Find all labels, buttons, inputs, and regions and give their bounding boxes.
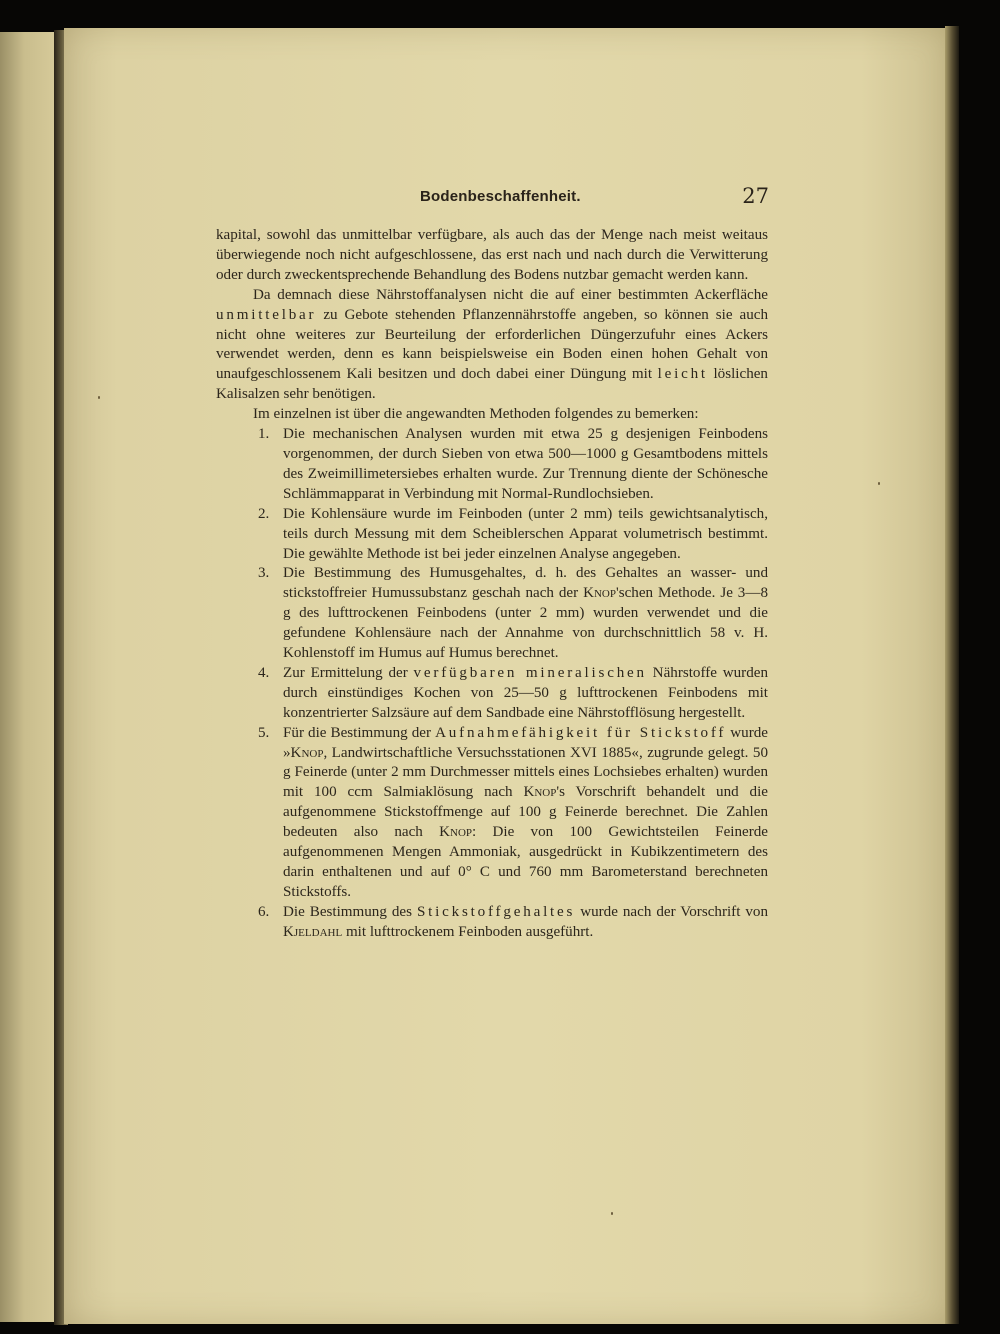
methods-list bbox=[216, 425, 768, 943]
page-body bbox=[216, 226, 768, 943]
list-item bbox=[216, 724, 768, 903]
paragraph-text: Im einzelnen ist über die angewandten Methoden folgendes zu bemerken: bbox=[253, 406, 699, 423]
list-item-text: wurde nach der Vorschrift von bbox=[575, 903, 768, 920]
list-item bbox=[216, 564, 768, 664]
list-item-text: Die mechanischen Analysen wurden mit etwa 25 g desjenigen Feinbodens vorgenommen, der durch Sieben von etwa 500—1000 g Gesamtbodens mittels des Zweimillimetersiebes erhalten wurde. Zur Trennung diente der Schönesche Schlämmapparat in Verbindung mit Normal-Rundlochsieben. bbox=[283, 426, 768, 502]
list-number: 2. bbox=[258, 505, 270, 522]
list-item bbox=[216, 505, 768, 565]
list-item-text: 's Vorschrift behandelt und die aufgenommene Stickstoffmenge auf 100 g Feinerde berechnet. Die Zahlen bedeuten also nach bbox=[283, 784, 768, 841]
spaced-emphasis: leicht bbox=[657, 366, 708, 383]
facing-page-edge bbox=[0, 32, 60, 1322]
list-item-text: Die Kohlensäure wurde im Feinboden (unter 2 mm) teils gewichtsanalytisch, teils durch Messung mit dem Scheiblerschen Apparat volumetrisch bestimmt. Die gewählte Methode ist bei jeder einzelnen Analyse angegeben. bbox=[283, 505, 768, 562]
author-name: Knop bbox=[523, 784, 557, 801]
list-item-text: wurde » bbox=[283, 724, 768, 761]
list-number: 5. bbox=[258, 724, 270, 741]
list-item bbox=[216, 664, 768, 724]
paper-fleck bbox=[98, 396, 100, 399]
spaced-emphasis: Aufnahmefähigkeit für Stickstoff bbox=[435, 724, 727, 741]
spaced-emphasis: Stickstoffgehaltes bbox=[416, 903, 576, 920]
list-item-text: 'schen Methode. Je 3—8 g des lufttrockenen Feinbodens (unter 2 mm) wurden verwendet und die gefundene Kohlensäure nach der Annahme von durchschnittlich 58 v. H. Kohlenstoff im Humus auf Humus berechnet. bbox=[283, 585, 768, 662]
list-item bbox=[216, 903, 768, 943]
paper-fleck bbox=[878, 482, 880, 485]
running-title: Bodenbeschaffenheit. bbox=[420, 188, 581, 205]
paragraph-text: kapital, sowohl das unmittelbar verfügbare, als auch das der Menge nach meist weitaus überwiegende noch nicht aufgeschlossene, das erst nach und nach durch die Verwitterung oder durch zweckentsprechende Behandlung des Bodens nutzbar gemacht werden kann. bbox=[216, 227, 768, 283]
paragraph bbox=[216, 226, 768, 286]
list-item-text: : Die von 100 Gewichtsteilen Feinerde aufgenommenen Mengen Ammoniak, ausgedrückt in Kubikzentimetern des darin enthaltenen und auf 0° C und 760 mm Barometerstand berechneten Stickstoffs. bbox=[283, 824, 768, 900]
list-number: 6. bbox=[258, 903, 270, 920]
list-item-text: Die Bestimmung des bbox=[283, 903, 417, 920]
page-number: 27 bbox=[742, 184, 769, 208]
paragraph-text: löslichen Kalisalzen sehr benötigen. bbox=[216, 366, 768, 403]
list-item-text: mit lufttrockenem Feinboden ausgeführt. bbox=[342, 923, 594, 940]
list-item-text: , Landwirtschaftliche Versuchsstationen XVI 1885«, zugrunde gelegt. 50 g Feinerde (unter 2 mm Durchmesser mittels eines Lochsiebes erhalten) wurden mit 100 ccm Salmiaklösung nach bbox=[283, 744, 768, 801]
list-number: 1. bbox=[258, 426, 270, 443]
list-item-text: Nährstoffe wurden durch einstündiges Kochen von 25—50 g lufttrockenen Feinbodens mit konzentrierter Salzsäure auf dem Sandbade eine Nährstofflösung hergestellt. bbox=[283, 664, 768, 721]
page-header bbox=[215, 184, 769, 214]
paper-fleck bbox=[611, 1212, 613, 1215]
paragraph-text: zu Gebote stehenden Pflanzennährstoffe angeben, so können sie auch nicht ohne weiteres zur Beurteilung der erforderlichen Düngerzufuhr eines Ackers verwendet werden, denn es kann beispielsweise ein Boden einen hohen Gehalt von unaufgeschlossenem Kali besitzen und doch dabei einer Düngung mit bbox=[216, 306, 768, 383]
list-item-text: Zur Ermittelung der bbox=[283, 664, 414, 681]
list-item-text: Die Bestimmung des Humusgehaltes, d. h. des Gehaltes an wasser- und stickstoffreier Humussubstanz geschah nach der bbox=[283, 565, 768, 602]
paragraph bbox=[216, 286, 768, 405]
paragraph bbox=[216, 405, 768, 425]
spaced-emphasis: verfügbaren mineralischen bbox=[413, 664, 647, 681]
author-name: Knop bbox=[290, 744, 324, 761]
paragraph-text: Da demnach diese Nährstoffanalysen nicht die auf einer bestimmten Ackerfläche bbox=[253, 286, 768, 303]
author-name: Knop bbox=[439, 824, 473, 841]
author-name: Kjeldahl bbox=[283, 923, 343, 940]
page-stack-edge bbox=[945, 26, 959, 1324]
author-name: Knop bbox=[583, 585, 616, 602]
list-item bbox=[216, 425, 768, 505]
list-number: 4. bbox=[258, 664, 270, 681]
list-item-text: Für die Bestimmung der bbox=[283, 724, 436, 741]
list-number: 3. bbox=[258, 565, 270, 582]
spaced-emphasis: unmittelbar bbox=[216, 306, 317, 323]
